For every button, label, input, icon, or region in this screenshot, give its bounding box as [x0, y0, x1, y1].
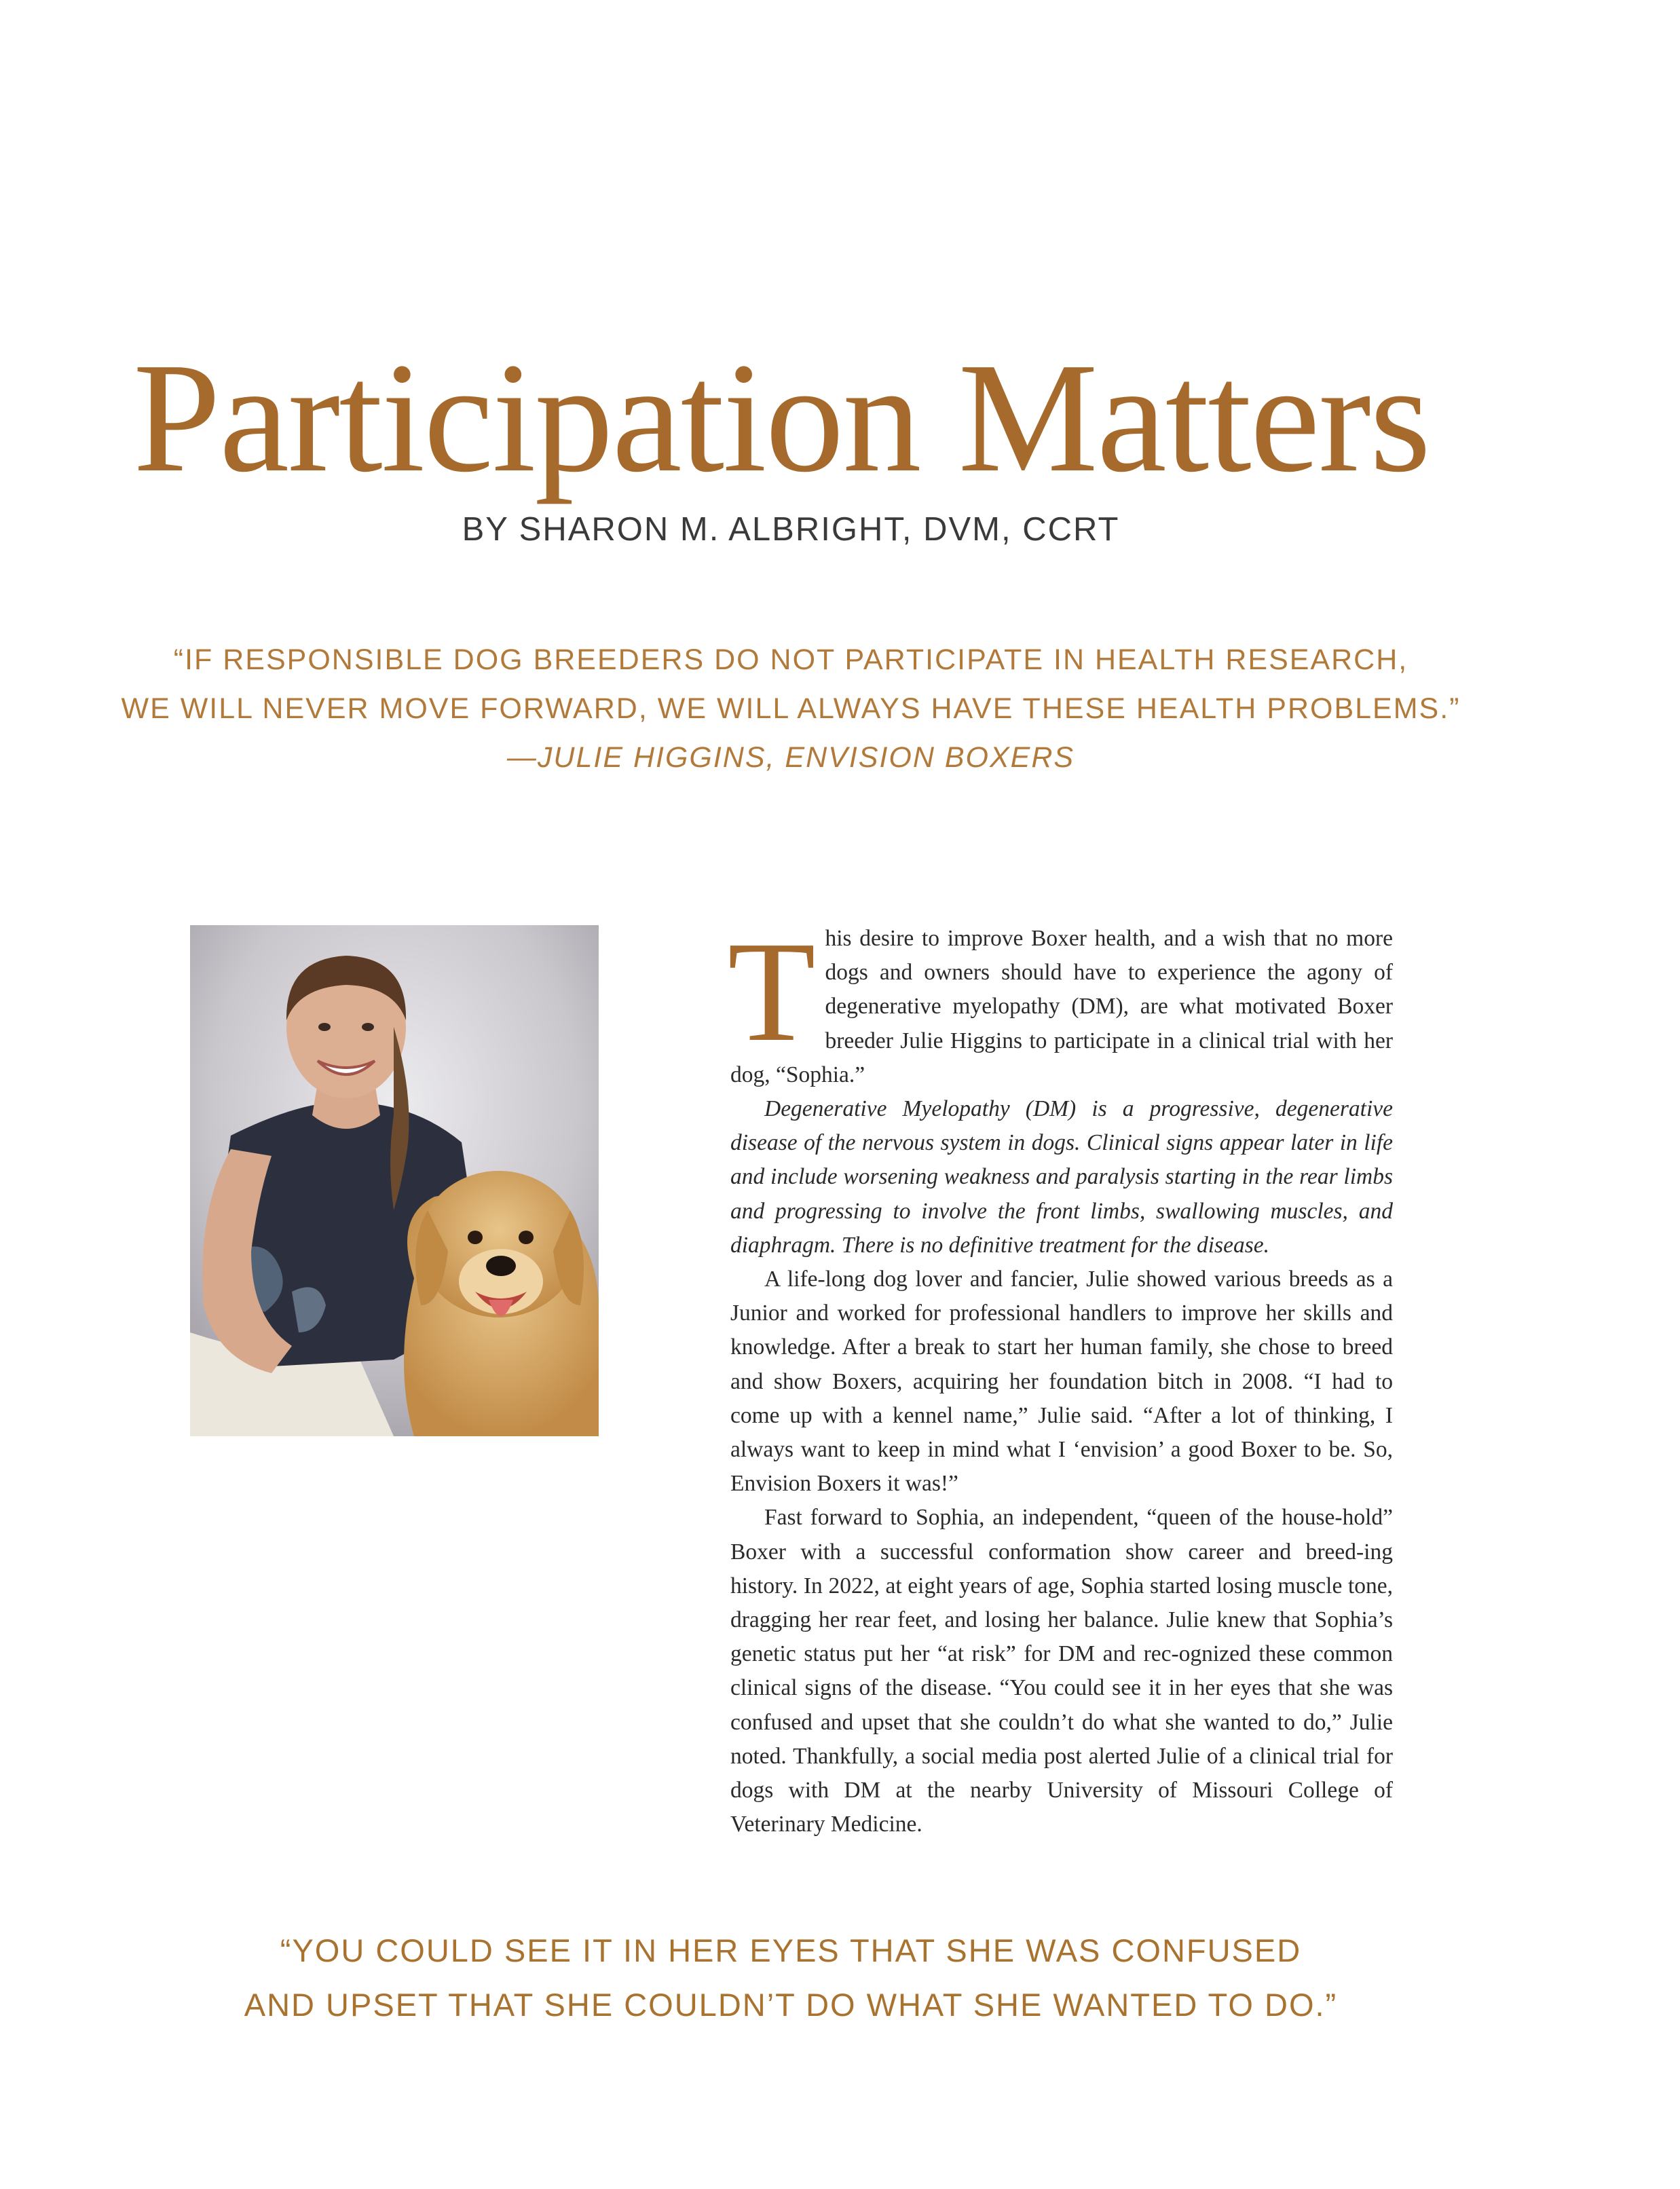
article-paragraph-1 — [728, 912, 1393, 1092]
top-quote-attribution: —JULIE HIGGINS, ENVISION BOXERS — [506, 741, 1075, 774]
article-paragraph-4: Fast forward to Sophia, an independent, “queen of the house-hold” Boxer with a successful conformation show career and breed-ing history. In 2022, at eight years of age, Sophia started losing muscle tone, dragging her rear feet, and losing her balance. Julie knew that Sophia’s genetic status put her “at risk” for DM and rec-ognized these common clinical signs of the disease. “You could see it in her eyes that she was confused and upset that she couldn’t do what she wanted to do,” Julie noted. Thankfully, a social media post alerted Julie of a clinical trial for dogs with DM at the nearby University of Missouri College of Veterinary Medicine. — [730, 1505, 1393, 1837]
woman-with-golden-retriever-photo — [190, 925, 599, 1436]
article-paragraph-3: A life-long dog lover and fancier, Julie showed various breeds as a Junior and worked for professional handlers to improve her skills and knowledge. After a break to start her human family, she chose to breed and show Boxers, acquiring her foundation bitch in 2008. “I had to come up with a kennel name,” Julie said. “After a lot of thinking, I always want to keep in mind what I ‘envision’ a good Boxer to be. So, Envision Boxers it was!” — [730, 1267, 1393, 1497]
top-quote-line-2: WE WILL NEVER MOVE FORWARD, WE WILL ALWAYS HAVE THESE HEALTH PROBLEMS.” — [121, 692, 1461, 725]
paragraph-1-text: his desire to improve Boxer health, and a wish that no more dogs and owners should have to experience the agony of degenerative myelopathy (DM), are what motivated Boxer breeder Julie Higgins to participate in a clinical trial with her dog, “Sophia.” — [730, 926, 1393, 1087]
top-quote-line-1: “IF RESPONSIBLE DOG BREEDERS DO NOT PARTICIPATE IN HEALTH RESEARCH, — [173, 643, 1408, 676]
bottom-pull-quote — [0, 1924, 1582, 2032]
byline: BY SHARON M. ALBRIGHT, DVM, CCRT — [462, 511, 1120, 548]
bottom-quote-line-2: AND UPSET THAT SHE COULDN’T DO WHAT SHE WANTED TO DO.” — [244, 1987, 1338, 2023]
drop-cap: T — [728, 912, 816, 1071]
article-body — [728, 912, 1393, 1841]
article-paragraph-2: Degenerative Myelopathy (DM) is a progressive, degenerative disease of the nervous system in dogs. Clinical signs appear later in life and include worsening weakness and paralysis starting in the rear limbs and progressing to involve the front limbs, swallowing muscles, and diaphragm. There is no definitive treatment for the disease. — [730, 1096, 1393, 1258]
page-title: Participation Matters — [133, 331, 1430, 506]
top-pull-quote — [0, 635, 1582, 782]
bottom-quote-line-1: “YOU COULD SEE IT IN HER EYES THAT SHE WAS CONFUSED — [280, 1932, 1302, 1968]
